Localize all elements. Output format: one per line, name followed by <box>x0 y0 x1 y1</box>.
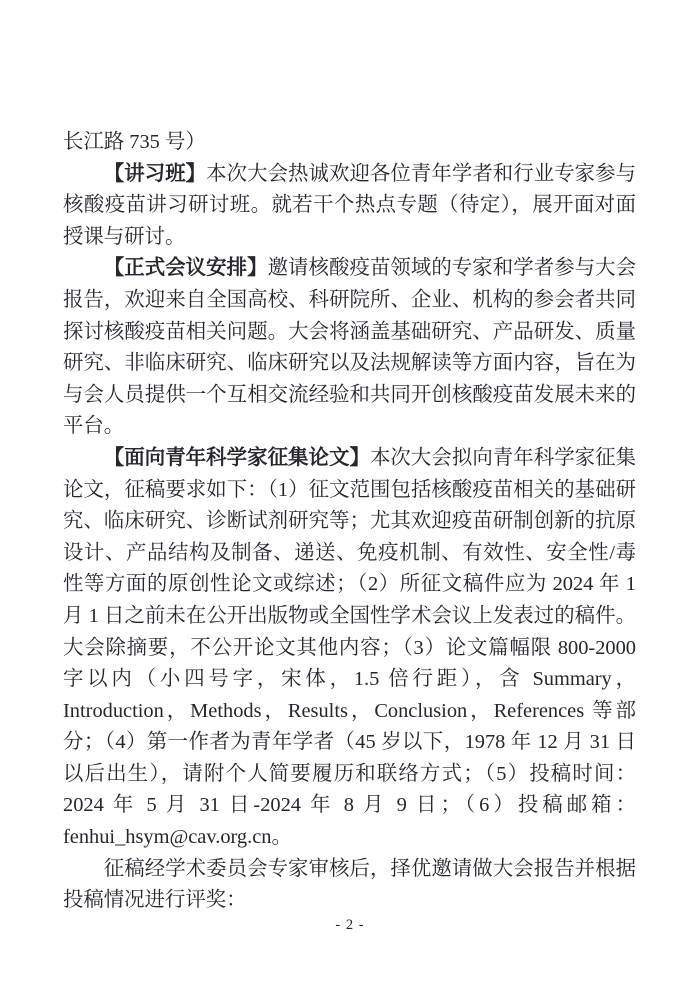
paragraph-workshop <box>63 159 636 254</box>
text-segment: 本次大会热诚欢迎各位青年学者和行业专家参与核酸疫苗讲习研讨班。就若干个热点专题（待定），展开面对面授课与研讨。 <box>63 162 637 248</box>
text-segment: 本次大会拟向青年科学家征集论文，征稿要求如下：（1）征文范围包括核酸疫苗相关的基础研究、临床研究、诊断试剂研究等；尤其欢迎疫苗研制创新的抗原设计、产品结构及制备、递送、免疫机制、有效性、安全性/毒性等方面的原创性论文或综述；（2）所征文稿件应为 2024 年 1 月 1 日之前未在公开出版物或全国性学术会议上发表过的稿件。大会除摘要，不公开论文其他内容；（3）论文篇幅限 800-2000 字以内（小四号字，宋体，1.5 倍行距），含 Summary，Introduction，Methods，Results，Conclusion，References 等部分；（4）第一作者为青年学者（45 岁以下，1978 年 12 月 31 日以后出生），请附个人简要履历和联络方式；（5）投稿时间：2024 年 5 月 31 日-2024 年 8 月 9 日；（6）投稿邮箱： <box>63 446 637 817</box>
text-segment: 。 <box>271 826 292 849</box>
section-heading-formal-agenda: 【正式会议安排】 <box>103 257 268 280</box>
text-segment: 邀请核酸疫苗领域的专家和学者参与大会报告，欢迎来自全国高校、科研院所、企业、机构的参会者共同探讨核酸疫苗相关问题。大会将涵盖基础研究、产品研发、质量研究、非临床研究、临床研究以及法规解读等方面内容，旨在为与会人员提供一个互相交流经验和共同开创核酸疫苗发展未来的平台。 <box>63 257 636 438</box>
section-heading-workshop: 【讲习班】 <box>103 162 207 185</box>
paragraph-formal-agenda <box>63 253 636 443</box>
paragraph-address-continuation <box>63 127 636 159</box>
paragraph-review-awards <box>63 854 636 917</box>
paragraph-call-for-papers <box>63 443 636 854</box>
email-address: fenhui_hsym@cav.org.cn <box>63 826 272 849</box>
page-number: - 2 - <box>335 917 365 933</box>
section-heading-call-for-papers: 【面向青年科学家征集论文】 <box>103 446 370 469</box>
text-segment: 长江路 735 号） <box>63 131 206 153</box>
document-content <box>63 127 636 917</box>
text-segment: 征稿经学术委员会专家审核后，择优邀请做大会报告并根据投稿情况进行评奖： <box>63 857 636 912</box>
